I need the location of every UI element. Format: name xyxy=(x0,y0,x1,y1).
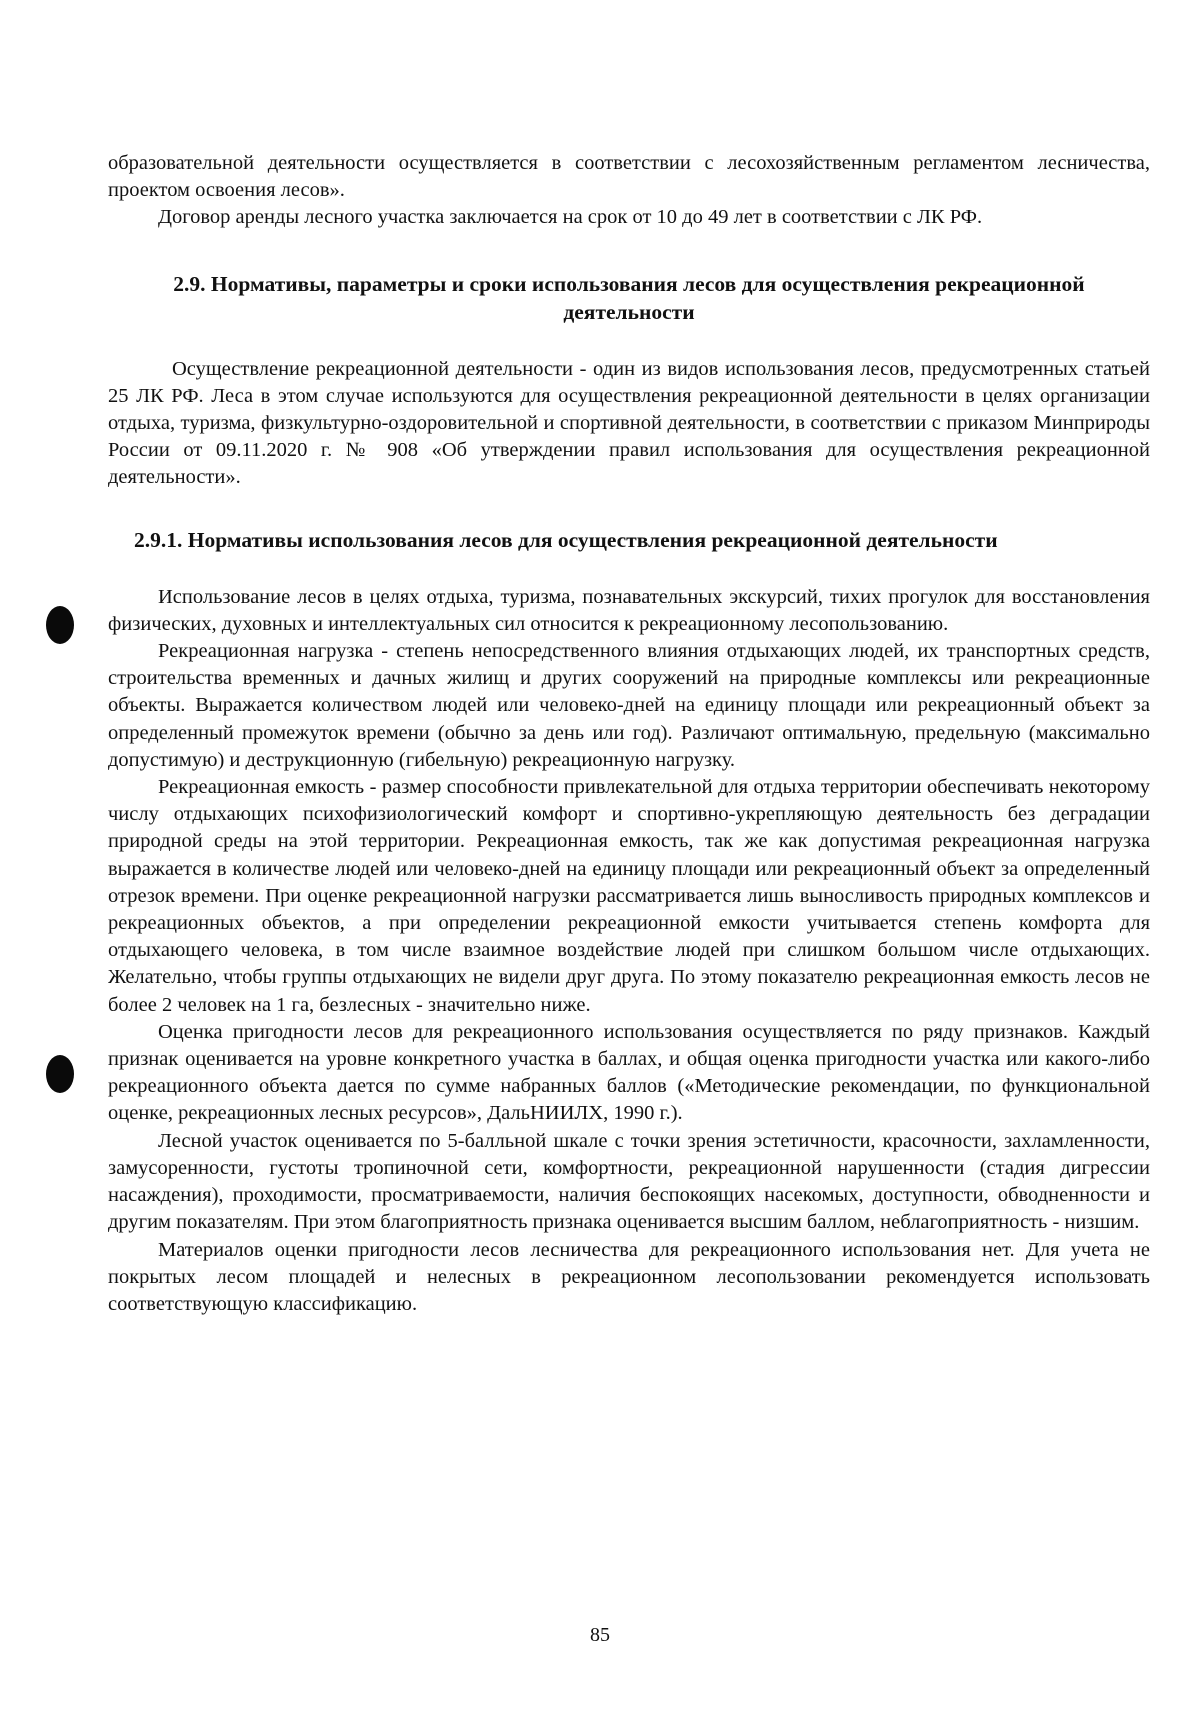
section-2-9-1-paragraph-1: Использование лесов в целях отдыха, туризма, познавательных экскурсий, тихих прогулок для восстановления физических, духовных и интеллектуальных сил относится к рекреационному лесопользованию. xyxy=(108,585,1150,635)
binder-hole-top xyxy=(46,606,74,644)
section-2-9-title: 2.9. Нормативы, параметры и сроки использования лесов для осуществления рекреационной деятельности xyxy=(173,271,1085,324)
intro-paragraph-1: образовательной деятельности осуществляется в соответствии с лесохозяйственным регламентом лесничества, проектом освоения лесов». xyxy=(108,152,1150,202)
section-2-9-1-paragraph-5: Лесной участок оценивается по 5-балльной шкале с точки зрения эстетичности, красочности, захламленности, замусоренности, густоты тропиночной сети, комфортности, рекреационной нарушенности (стадия дигрессии насаждения), проходимости, просматриваемости, наличия беспокоящих насекомых, доступности, обводненности и другим показателям. При этом благоприятность признака оценивается высшим баллом, неблагоприятность - низшим. xyxy=(108,1129,1150,1234)
binder-hole-bottom xyxy=(46,1055,74,1093)
section-2-9-1-body xyxy=(108,584,1150,1318)
section-2-9-paragraph: Осуществление рекреационной деятельности - один из видов использования лесов, предусмотренных статьей 25 ЛК РФ. Леса в этом случае используются для осуществления рекреационной деятельности в целях организации отдыха, туризма, физкультурно-оздоровительной и спортивной деятельности, в соответствии с приказом Минприроды России от 09.11.2020 г. № 908 «Об утверждении правил использования для осуществления рекреационной деятельности». xyxy=(108,357,1150,489)
page-number: 85 xyxy=(590,1624,610,1646)
section-2-9-1-paragraph-2: Рекреационная нагрузка - степень непосредственного влияния отдыхающих людей, их транспортных средств, строительства временных и дачных жилищ и других сооружений на природные комплексы или рекреационные объекты. Выражается количеством людей или человеко-дней на единицу площади или рекреационный объект за определенный промежуток времени (обычно за день или год). Различают оптимальную, предельную (максимально допустимую) и деструкционную (гибельную) рекреационную нагрузку. xyxy=(108,640,1150,771)
section-2-9-1-paragraph-4: Оценка пригодности лесов для рекреационного использования осуществляется по ряду признаков. Каждый признак оценивается на уровне конкретного участка в баллах, и общая оценка пригодности участка или какого-либо рекреационного объекта дается по сумме набранных баллов («Методические рекомендации, по функциональной оценке, рекреационных лесных ресурсов», ДальНИИЛХ, 1990 г.). xyxy=(108,1020,1150,1125)
section-2-9-1-paragraph-3: Рекреационная емкость - размер способности привлекательной для отдыха территории обеспечивать некоторому числу отдыхающих психофизиологический комфорт и спортивно-укрепляющую деятельность без деградации природной среды на этой территории. Рекреационная емкость, так же как допустимая рекреационная нагрузка выражается в количестве людей или человеко-дней на единицу площади или рекреационный объект за определенный отрезок времени. При оценке рекреационной нагрузки рассматривается лишь выносливость природных комплексов и рекреационных объектов, а при определении рекреационной емкости учитывается степень комфорта для отдыхающего человека, в том числе взаимное воздействие людей при слишком большом числе отдыхающих. Желательно, чтобы группы отдыхающих не видели друг друга. По этому показателю рекреационная емкость лесов не более 2 человек на 1 га, безлесных - значительно ниже. xyxy=(108,776,1150,1016)
section-2-9-1-title: 2.9.1. Нормативы использования лесов для осуществления рекреационной деятельности xyxy=(134,527,998,552)
document-page xyxy=(108,150,1150,1318)
section-2-9-body xyxy=(108,356,1150,492)
intro-paragraph-2: Договор аренды лесного участка заключается на срок от 10 до 49 лет в соответствии с ЛК РФ. xyxy=(158,206,983,229)
section-2-9-1-paragraph-6: Материалов оценки пригодности лесов лесничества для рекреационного использования нет. Для учета не покрытых лесом площадей и нелесных в рекреационном лесопользовании рекомендуется использовать соответствующую классификацию. xyxy=(108,1238,1150,1315)
